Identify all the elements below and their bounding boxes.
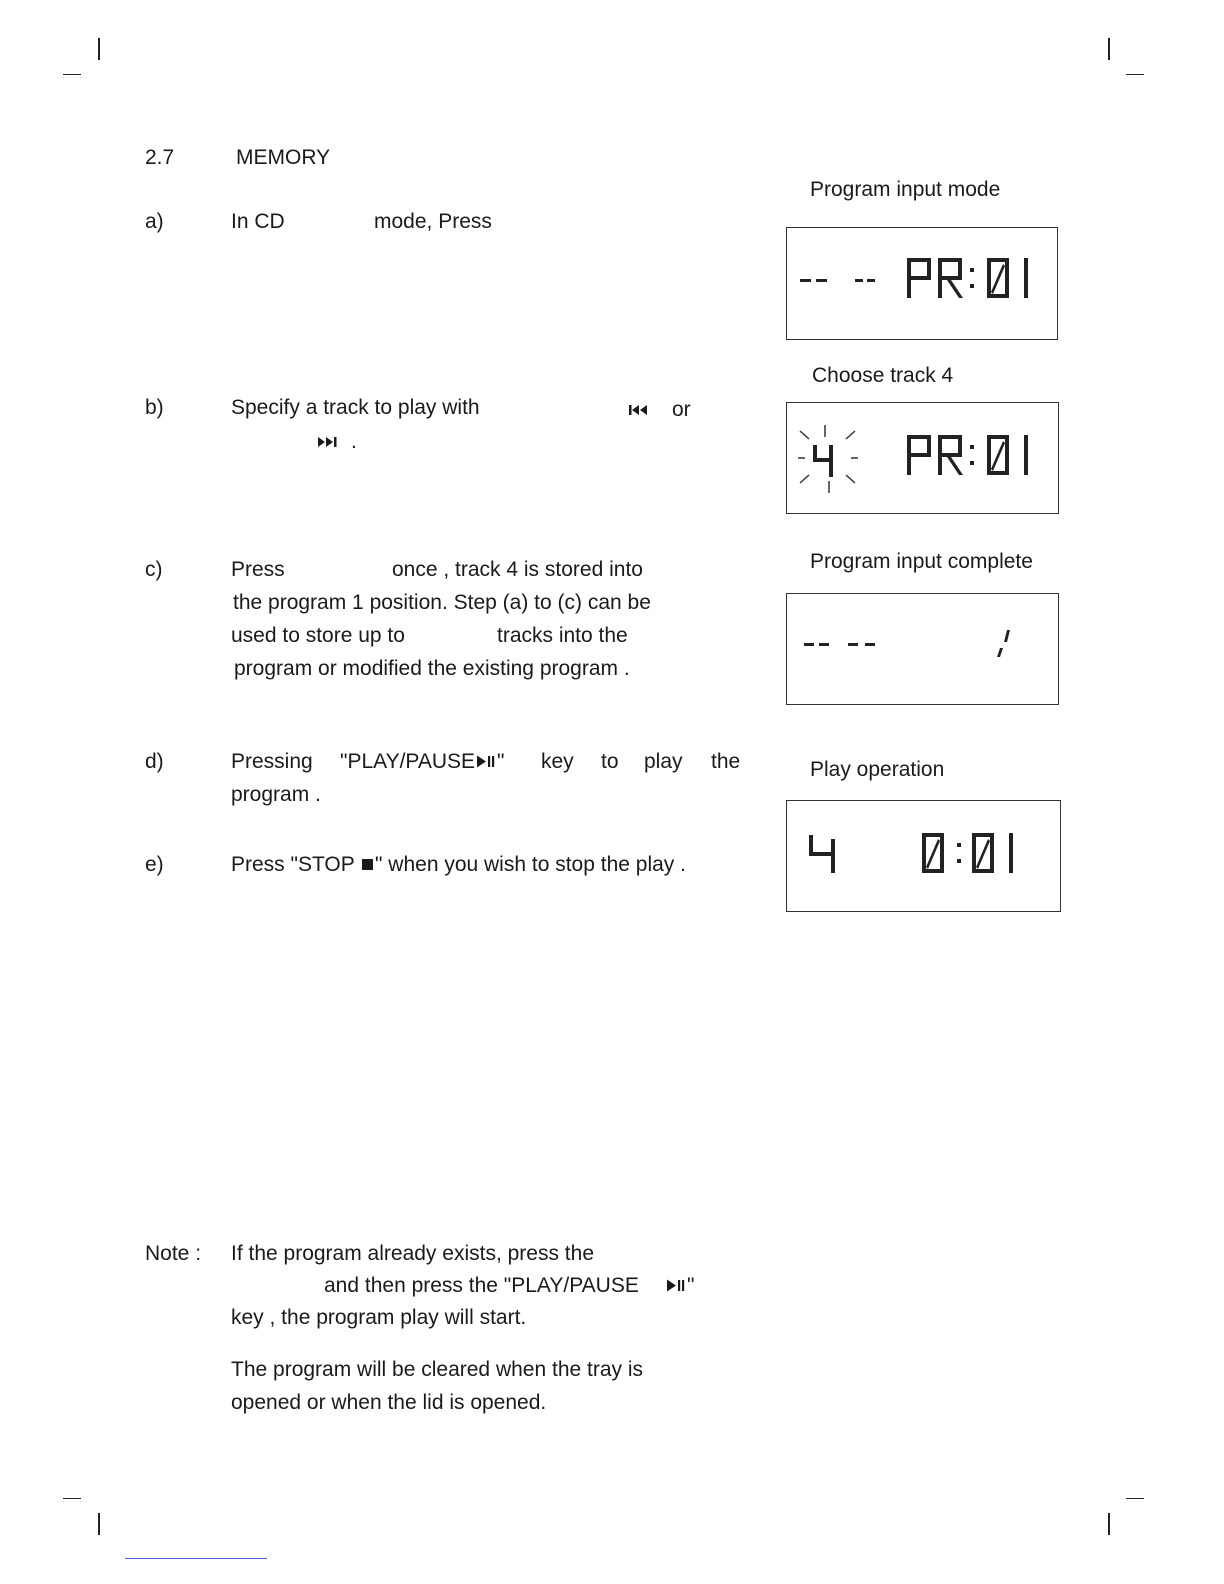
lcd-readout: [787, 801, 1060, 911]
note-text: and then press the "PLAY/PAUSE: [324, 1274, 639, 1297]
step-e-text: Press "STOP: [231, 853, 355, 876]
lcd-char-1: [1009, 833, 1013, 873]
step-d-text: "PLAY/PAUSE: [340, 750, 476, 773]
step-c-text: used to store up to: [231, 624, 405, 647]
crop-mark: [1108, 38, 1110, 60]
step-c-text: the program 1 position. Step (a) to (c) can be: [233, 591, 651, 614]
step-b-text: Specify a track to play with: [231, 396, 480, 419]
step-label: a): [145, 210, 164, 233]
step-c-text: tracks into the: [497, 624, 628, 647]
crop-mark: [1126, 74, 1144, 75]
step-d-text: ": [497, 750, 505, 773]
lcd-char-p: [907, 435, 931, 475]
display-caption: Program input complete: [810, 550, 1033, 573]
note-text: key , the program play will start.: [231, 1306, 527, 1329]
lcd-char-0: [987, 258, 1009, 298]
step-e-text: " when you wish to stop the play .: [375, 853, 686, 876]
step-label: e): [145, 853, 164, 876]
stop-square-icon: [362, 859, 373, 870]
lcd-char-0: [987, 435, 1009, 475]
crop-mark: [1126, 1498, 1144, 1499]
lcd-char-p: [907, 258, 931, 298]
lcd-char-0: [972, 833, 994, 873]
crop-mark: [63, 74, 81, 75]
step-b-end: .: [351, 430, 357, 453]
lcd-display-program-complete: [786, 593, 1059, 705]
link-underline: [125, 1558, 267, 1559]
lcd-display-program-input-mode: [786, 227, 1058, 340]
step-d-text: the: [711, 750, 741, 773]
note-text: If the program already exists, press the: [231, 1242, 594, 1265]
lcd-char-r: [938, 258, 963, 298]
skip-next-icon: [317, 436, 337, 448]
step-label: d): [145, 750, 164, 773]
step-c-text: program or modified the existing program .: [234, 657, 630, 680]
step-label: b): [145, 396, 164, 419]
step-d-text: play: [644, 750, 683, 773]
step-d-text: program .: [231, 783, 321, 806]
lcd-display-choose-track: [786, 402, 1059, 514]
note-label: Note :: [145, 1242, 202, 1265]
crop-mark: [98, 1513, 100, 1535]
section-number: 2.7: [145, 146, 175, 169]
display-caption: Choose track 4: [812, 364, 954, 387]
lcd-char-r: [938, 435, 963, 475]
step-a-text: In CD: [231, 210, 285, 233]
lcd-readout: [787, 403, 1058, 513]
play-pause-icon: [477, 755, 495, 768]
display-caption: Program input mode: [810, 178, 1001, 201]
step-d-text: to: [601, 750, 619, 773]
step-d-text: key: [541, 750, 574, 773]
step-c-text: once , track 4 is stored into: [392, 558, 643, 581]
lcd-readout: [787, 594, 1058, 704]
step-d-text: Pressing: [231, 750, 313, 773]
step-b-or: or: [672, 398, 691, 421]
lcd-char-4: [813, 445, 833, 477]
lcd-readout: [787, 228, 1057, 339]
lcd-char-1: [1024, 258, 1028, 298]
lcd-char-1: [1024, 435, 1028, 475]
crop-mark: [63, 1498, 81, 1499]
skip-previous-icon: [629, 404, 649, 416]
step-label: c): [145, 558, 163, 581]
lcd-char-0: [922, 833, 944, 873]
step-c-text: Press: [231, 558, 285, 581]
crop-mark: [98, 38, 100, 60]
step-a-text: mode, Press: [374, 210, 492, 233]
note-text: ": [687, 1274, 695, 1297]
play-pause-icon: [667, 1279, 685, 1292]
section-title: MEMORY: [236, 146, 331, 169]
lcd-display-play-operation: [786, 800, 1061, 912]
note-text: opened or when the lid is opened.: [231, 1391, 547, 1414]
lcd-char-4: [809, 835, 835, 873]
crop-mark: [1108, 1513, 1110, 1535]
display-caption: Play operation: [810, 758, 945, 781]
note-text: The program will be cleared when the tray is: [231, 1358, 644, 1381]
